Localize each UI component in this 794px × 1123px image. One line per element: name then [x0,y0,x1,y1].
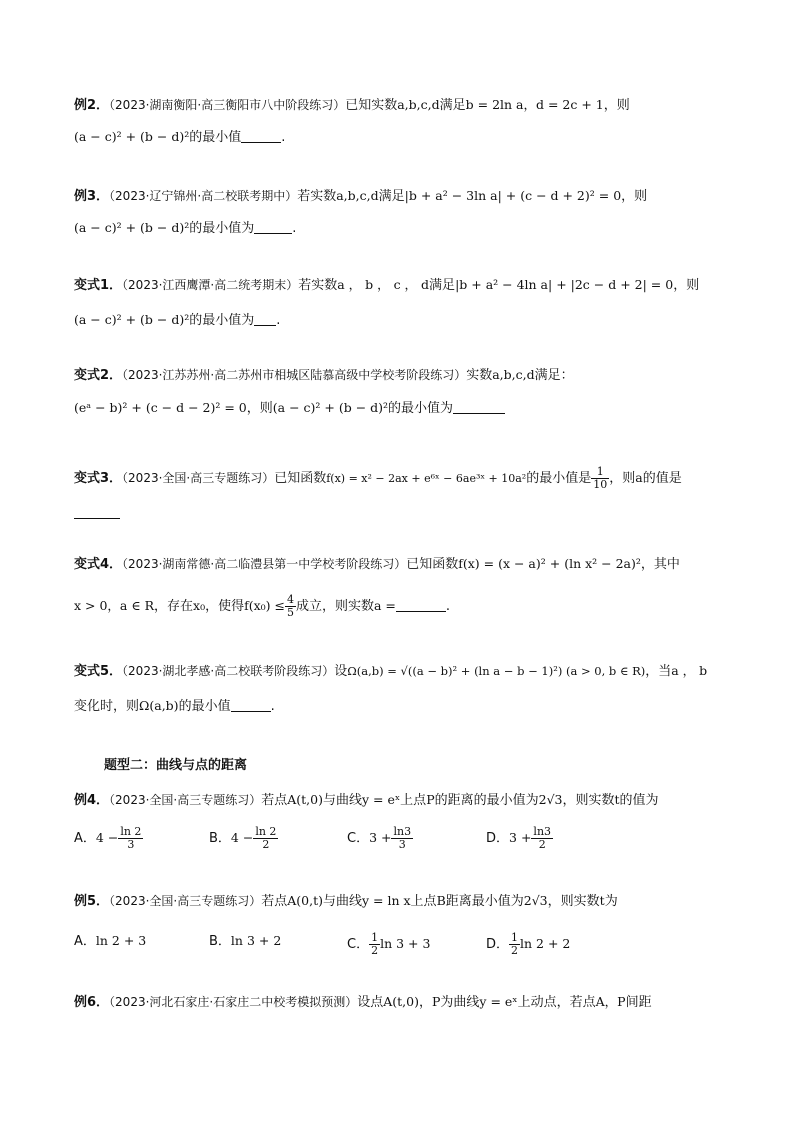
option-d[interactable] [486,932,570,957]
source: （2023·湖北孝感·高二校联考阶段练习） [122,664,335,678]
text: ，则实数 [562,793,615,808]
answer-blank[interactable] [453,401,505,414]
source: （2023·湖南衡阳·高三衡阳市八中阶段练习） [109,98,346,112]
text: 变化时，则 [74,699,140,714]
answer-blank[interactable] [231,699,271,712]
option-letter: A． [74,934,96,949]
text: 的距离的最小值为 [434,793,539,808]
option-b[interactable] [209,826,278,851]
answer-blank[interactable] [74,506,120,519]
text: ， [418,995,432,1010]
fraction [591,466,609,491]
fraction [531,826,553,851]
variant-1-line-2: (a − c)² + (b − d)²的最小值为 . [74,312,281,328]
text: 的值是 [642,471,682,486]
text: 已知函数 [406,557,459,572]
denominator: 2 [511,944,519,957]
text: 的最小值为 [189,313,255,328]
math: |b + a² − 3ln a| + (c − d + 2)² = 0 [404,188,622,203]
math: y = eˣ [361,792,401,807]
text: ，存在 [154,599,194,614]
answer-blank[interactable] [396,599,446,612]
numerator: 4 [286,593,294,606]
option-letter: B． [209,934,231,949]
example-label: 变式4． [74,557,123,572]
fraction [391,826,413,851]
text: ，当 [645,664,672,679]
text: 若点 [261,793,288,808]
math: Ω(a,b) = √((a − b)² + (ln a − b − 1)²) (a > 0, b ∈ R) [347,664,646,678]
option-b[interactable] [209,932,281,951]
source: （2023·全国·高三专题练习） [109,793,262,807]
numerator: ln 2 [255,825,277,838]
example-label: 变式1． [74,278,123,293]
text: ，其中 [640,557,680,572]
text: 已知实数 [345,98,398,113]
text: 上点 [410,894,437,909]
example-label: 变式3． [74,471,123,486]
fraction [509,932,520,957]
math: ln 3 + 2 [230,933,282,948]
option-letter: D． [486,831,510,846]
math: P [431,994,441,1009]
text: 与曲线 [322,894,362,909]
text: 已知函数 [274,471,327,486]
math: B [436,893,446,908]
text: 的最小值 [178,699,231,714]
denominator: 10 [593,478,608,491]
option-d[interactable] [486,826,553,851]
source: （2023·湖南常德·高二临澧县第一中学校考阶段练习） [122,557,407,571]
math: A，P [595,994,626,1009]
example-6-line-1 [74,993,652,1012]
math: (eᵃ − b)² + (c − d − 2)² = 0 [74,400,247,415]
text: 的值为 [619,793,659,808]
text: 实数 [466,368,493,383]
math: |b + a² − 4ln a| + |2c − d + 2| = 0 [455,277,674,292]
math: f(x) = (x − a)² + (ln x² − 2a)² [458,556,641,571]
numerator: ln3 [533,825,552,838]
example-3-line-2: (a − c)² + (b − d)²的最小值为 . [74,220,297,236]
math: a = [374,598,396,613]
text: 若点 [261,894,288,909]
fraction [118,826,143,851]
variant-3-line-1 [74,466,682,491]
text: ，则 [246,401,273,416]
math: a [635,470,643,485]
numerator: 1 [591,466,609,479]
option-a[interactable] [74,826,143,851]
math: 4 − [95,830,119,845]
denominator: 3 [398,838,406,851]
denominator: 5 [286,606,294,619]
fraction [253,826,278,851]
text: 设 [334,664,348,679]
math: a,b,c,d [492,367,535,382]
variant-5-line-2: 变化时，则Ω(a,b)的最小值 . [74,698,275,714]
text: 为曲线 [440,995,480,1010]
example-5-line-1 [74,892,618,911]
text: 上点 [400,793,427,808]
variant-4-line-1 [74,555,680,574]
text: ，则 [609,471,636,486]
math: 2√3 [523,893,548,908]
math: Ω(a,b) [139,698,179,713]
text: 上动点，若点 [517,995,596,1010]
math: y = eˣ [479,994,518,1009]
text: 满足 [429,278,456,293]
variant-2-line-1 [74,366,574,385]
math: (a − c)² + (b − d)² [74,220,190,235]
text: ，使得 [205,599,245,614]
option-c[interactable] [347,826,413,851]
math: P [426,792,435,807]
math: f(x) = x² − 2ax + e⁶ˣ − 6ae³ˣ + 10a² [326,472,527,485]
source: （2023·江西鹰潭·高二统考期末） [122,278,299,292]
math: (a − c)² + (b − d)² [74,312,190,327]
math: (a − c)² + (b − d)² [74,129,190,144]
text: 满足： [534,368,574,383]
fraction [285,594,296,619]
math: x₀ [193,598,206,613]
math: 3 + [509,830,532,845]
source: （2023·河北石家庄·石家庄二中校考模拟预测） [109,995,358,1009]
option-letter: C． [347,937,370,952]
example-label: 例5． [74,894,110,909]
source: （2023·全国·高三专题练习） [122,471,275,485]
math: 2√3 [538,792,563,807]
text: 的最小值为 [388,401,454,416]
text: ，则 [673,278,700,293]
option-letter: A． [74,831,96,846]
math: a,b,c,d [397,97,440,112]
math: f(x₀) ≤ [244,598,285,613]
math: A(t,0) [287,792,323,807]
text: 距离最小值为 [445,894,524,909]
answer-blank[interactable] [241,130,281,143]
answer-blank[interactable] [254,313,276,326]
example-3-line-1 [74,187,647,206]
math: A(t,0) [383,994,419,1009]
text: 间距 [625,995,652,1010]
fraction [369,932,380,957]
text: 满足 [439,98,466,113]
option-c[interactable] [347,932,430,957]
math: 3 + [369,830,392,845]
example-label: 变式2． [74,368,123,383]
numerator: 1 [371,931,379,944]
example-4-line-1 [74,791,659,810]
text: ，则实数 [547,894,600,909]
denominator: 2 [262,838,270,851]
math: t [599,893,605,908]
text: 与曲线 [322,793,362,808]
math: (a − c)² + (b − d)² [272,400,389,415]
option-letter: B． [209,831,231,846]
example-2-line-1 [74,96,630,115]
source: （2023·江苏苏州·高二苏州市相城区陆慕高级中学校考阶段练习） [122,368,467,382]
text: 若实数 [297,189,337,204]
text: 若实数 [298,278,338,293]
source: （2023·辽宁锦州·高二校联考期中） [109,189,298,203]
variant-1-line-1 [74,276,699,295]
text: ，则 [603,98,630,113]
text: 的最小值为 [189,221,255,236]
example-label: 例4． [74,793,110,808]
text: 满足 [378,189,405,204]
source: （2023·全国·高三专题练习） [109,894,262,908]
example-label: 例3． [74,189,110,204]
numerator: 1 [511,931,519,944]
math: t [614,792,620,807]
math: b = 2ln a，d = 2c + 1 [465,97,604,112]
example-label: 例6． [74,995,110,1010]
numerator: ln 2 [120,825,142,838]
math: ln 2 + 2 [520,936,571,951]
variant-2-line-2 [74,399,505,418]
answer-blank[interactable] [254,221,292,234]
math: a,b,c,d [336,188,379,203]
math: a ， b ， c ， d [337,277,430,292]
example-2-line-2: (a − c)² + (b − d)²的最小值 . [74,129,286,145]
text: 成立，则实数 [295,599,374,614]
option-letter: C． [347,831,370,846]
numerator: ln3 [393,825,412,838]
math: A(0,t) [287,893,323,908]
text: 设点 [357,995,384,1010]
option-letter: D． [486,937,510,952]
variant-3-line-2 [74,505,120,523]
example-label: 例2． [74,98,110,113]
variant-4-line-2: x > 0，a ∈ R，存在x₀，使得f(x₀) ≤ $\frac{4}{5}$ 成立，则实数a = . [74,593,451,619]
variant-5-line-1 [74,662,707,681]
math: ln 2 + 3 [95,933,147,948]
denominator: 2 [538,838,546,851]
text: ，则 [621,189,648,204]
text: 的最小值 [189,130,242,145]
math: 4 − [230,830,254,845]
math: a ， b [671,663,708,678]
math: ln 3 + 3 [380,936,431,951]
denominator: 2 [371,944,379,957]
math: y = ln x [361,893,411,908]
text: 的最小值是 [526,471,592,486]
option-a[interactable] [74,932,146,951]
math: x > 0，a ∈ R [74,598,154,613]
example-label: 变式5． [74,664,123,679]
text: 为 [604,894,618,909]
section-heading: 题型二：曲线与点的距离 [104,758,248,773]
denominator: 3 [127,838,135,851]
